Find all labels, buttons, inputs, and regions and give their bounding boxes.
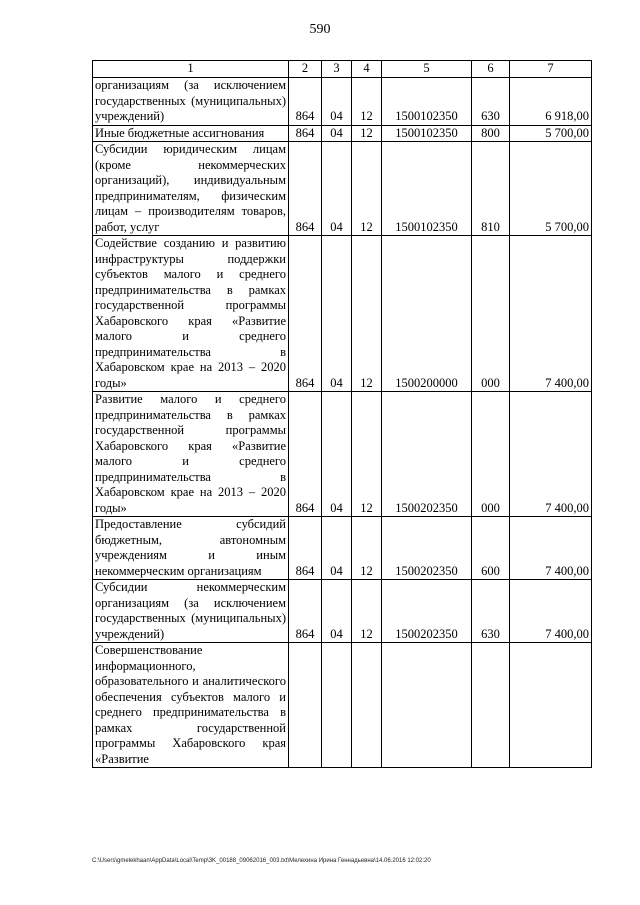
row-value-cell: 1500202350 — [382, 580, 472, 643]
row-value-cell: 12 — [352, 78, 382, 126]
row-value-cell: 04 — [322, 580, 352, 643]
row-value-cell: 7 400,00 — [510, 580, 592, 643]
row-name-cell: Совершенствование информационного, образовательного и аналитического обеспечения субъектов малого и среднего предпринимательства в рамках государственной программы Хабаровского края «Развитие — [93, 643, 289, 768]
row-value-cell: 12 — [352, 580, 382, 643]
row-value-cell — [382, 643, 472, 768]
column-header: 6 — [472, 61, 510, 78]
row-value-cell: 04 — [322, 392, 352, 517]
row-value-cell: 12 — [352, 125, 382, 142]
row-value-cell: 600 — [472, 517, 510, 580]
row-value-cell: 04 — [322, 125, 352, 142]
row-name-cell: Субсидии юридическим лицам (кроме некоммерческих организаций), индивидуальным предпринимателям, физическим лицам – производителям товаров, работ, услуг — [93, 142, 289, 236]
row-value-cell: 864 — [289, 392, 322, 517]
table-row — [93, 125, 592, 142]
row-value-cell: 5 700,00 — [510, 142, 592, 236]
column-header: 1 — [93, 61, 289, 78]
table-row — [93, 392, 592, 517]
row-value-cell — [472, 643, 510, 768]
row-value-cell: 04 — [322, 78, 352, 126]
table-row — [93, 643, 592, 768]
row-value-cell: 12 — [352, 392, 382, 517]
row-value-cell — [510, 643, 592, 768]
row-value-cell: 7 400,00 — [510, 517, 592, 580]
column-header: 2 — [289, 61, 322, 78]
file-path-footer: C:\Users\gmelekhaan\AppData\Local\Temp\3K_00188_09062016_003.txt\Мелехина Ирина Геннадьевна\14.06.2016 12:02:20 — [92, 858, 431, 864]
row-name-cell: Содействие созданию и развитию инфраструктуры поддержки субъектов малого и среднего предпринимательства в рамках государственной программы Хабаровского края «Развитие малого и среднего предпринимательства в Хабаровском крае на 2013 – 2020 годы» — [93, 236, 289, 392]
row-value-cell — [289, 643, 322, 768]
row-name-cell: Предоставление субсидий бюджетным, автономным учреждениям и иным некоммерческим организациям — [93, 517, 289, 580]
table-row — [93, 236, 592, 392]
column-header: 3 — [322, 61, 352, 78]
row-value-cell: 864 — [289, 236, 322, 392]
row-value-cell: 864 — [289, 142, 322, 236]
column-header: 7 — [510, 61, 592, 78]
page-number: 590 — [309, 22, 331, 37]
row-value-cell: 1500200000 — [382, 236, 472, 392]
row-value-cell: 864 — [289, 78, 322, 126]
table-row — [93, 517, 592, 580]
row-value-cell — [322, 643, 352, 768]
row-name-cell: организациям (за исключением государственных (муниципальных) учреждений) — [93, 78, 289, 126]
row-value-cell — [352, 643, 382, 768]
row-value-cell: 04 — [322, 517, 352, 580]
row-value-cell: 04 — [322, 142, 352, 236]
row-value-cell: 5 700,00 — [510, 125, 592, 142]
row-value-cell: 630 — [472, 78, 510, 126]
row-value-cell: 000 — [472, 392, 510, 517]
budget-table — [92, 60, 592, 768]
header-row — [93, 61, 592, 78]
row-value-cell: 1500102350 — [382, 78, 472, 126]
row-value-cell: 630 — [472, 580, 510, 643]
row-value-cell: 000 — [472, 236, 510, 392]
row-value-cell: 7 400,00 — [510, 392, 592, 517]
row-value-cell: 1500102350 — [382, 125, 472, 142]
row-value-cell: 810 — [472, 142, 510, 236]
row-name-cell: Иные бюджетные ассигнования — [93, 125, 289, 142]
row-value-cell: 1500102350 — [382, 142, 472, 236]
row-value-cell: 12 — [352, 517, 382, 580]
row-value-cell: 7 400,00 — [510, 236, 592, 392]
row-value-cell: 12 — [352, 236, 382, 392]
row-name-cell: Субсидии некоммерческим организациям (за исключением государственных (муниципальных) учреждений) — [93, 580, 289, 643]
row-value-cell: 800 — [472, 125, 510, 142]
row-value-cell: 1500202350 — [382, 517, 472, 580]
row-value-cell: 864 — [289, 580, 322, 643]
table-row — [93, 142, 592, 236]
table-row — [93, 78, 592, 126]
column-header: 4 — [352, 61, 382, 78]
row-value-cell: 864 — [289, 517, 322, 580]
column-header: 5 — [382, 61, 472, 78]
table-row — [93, 580, 592, 643]
row-value-cell: 6 918,00 — [510, 78, 592, 126]
row-value-cell: 12 — [352, 142, 382, 236]
row-name-cell: Развитие малого и среднего предпринимательства в рамках государственной программы Хабаровского края «Развитие малого и среднего предпринимательства в Хабаровском крае на 2013 – 2020 годы» — [93, 392, 289, 517]
row-value-cell: 1500202350 — [382, 392, 472, 517]
row-value-cell: 864 — [289, 125, 322, 142]
row-value-cell: 04 — [322, 236, 352, 392]
